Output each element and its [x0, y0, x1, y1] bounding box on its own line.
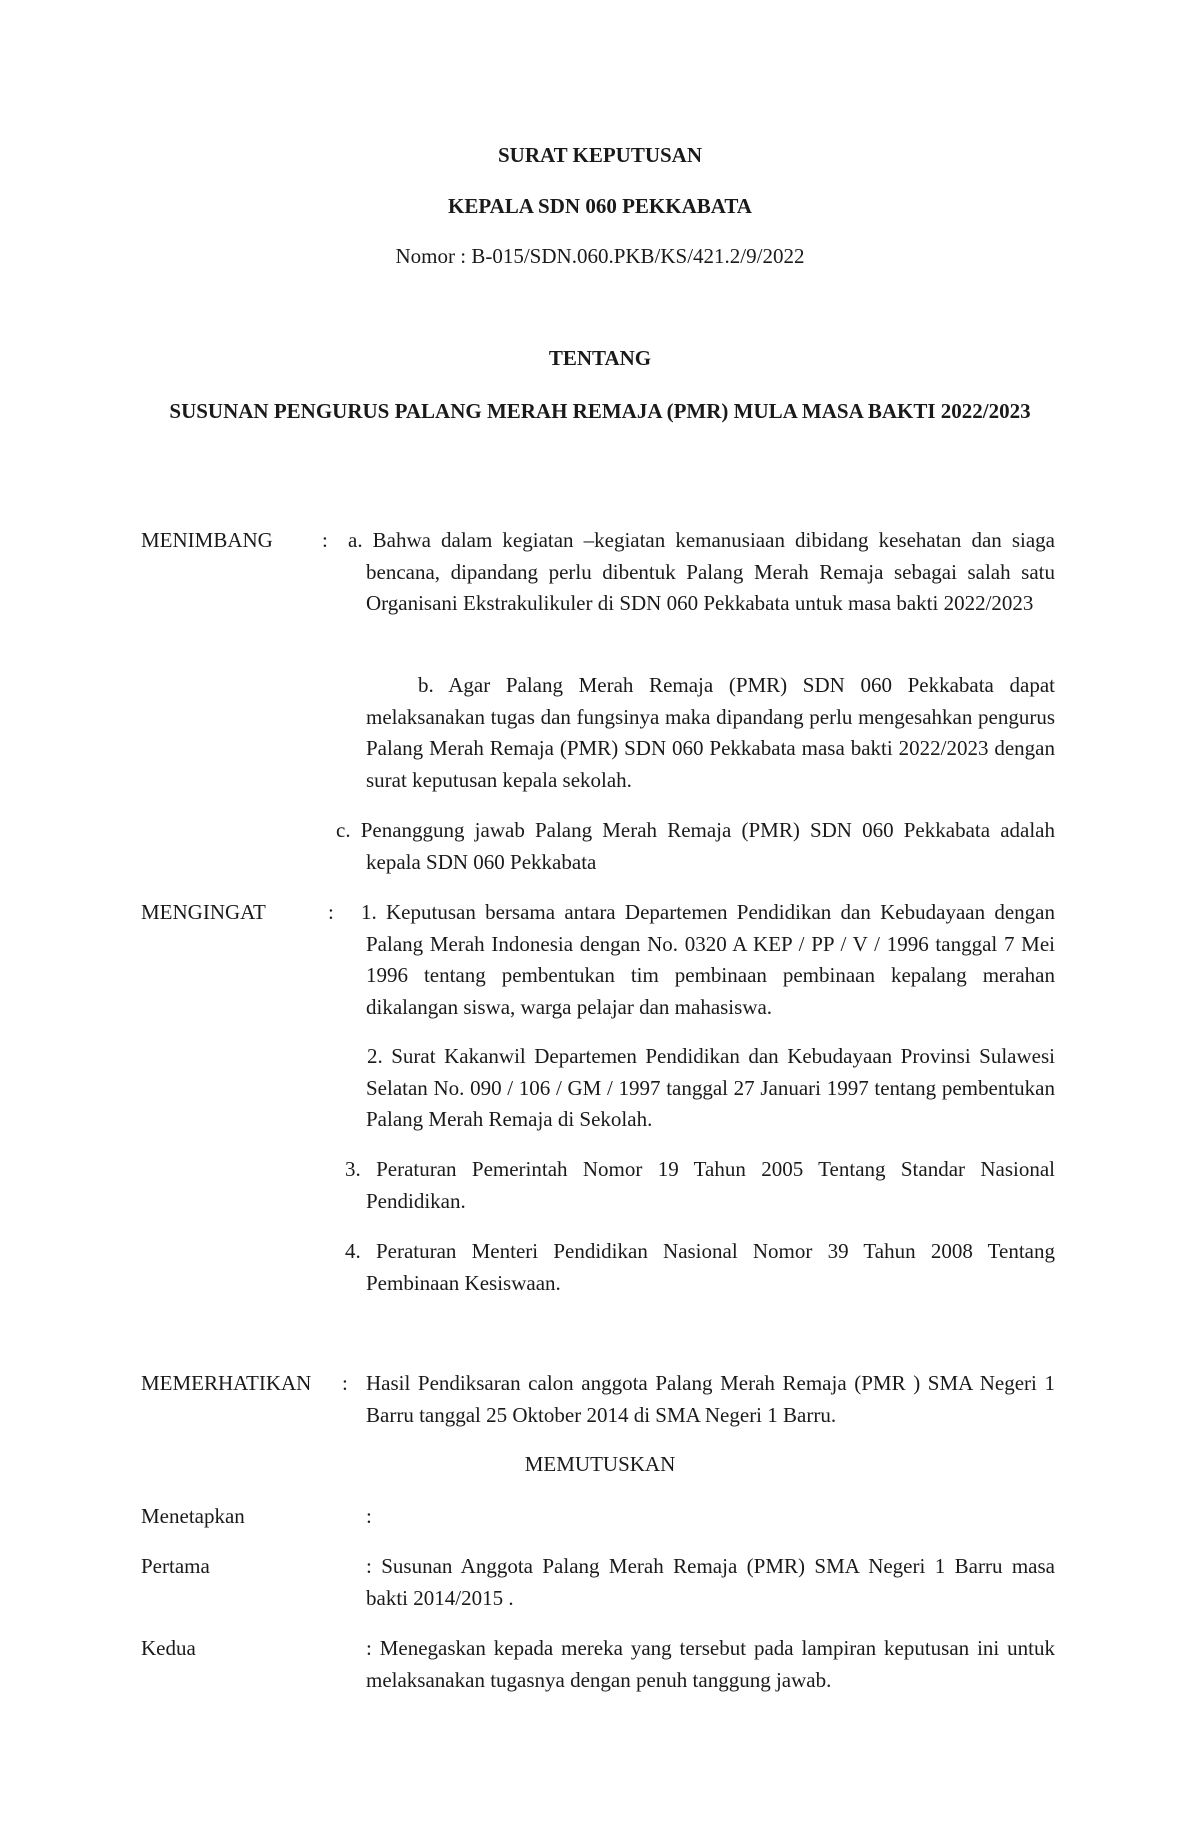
- menetapkan-label: Menetapkan: [141, 1504, 245, 1528]
- memerhatikan-text: Hasil Pendiksaran calon anggota Palang Merah Remaja (PMR ) SMA Negeri 1 Barru tanggal 25 Oktober 2014 di SMA Negeri 1 Barru.: [366, 1371, 1055, 1427]
- about-heading: TENTANG: [548, 346, 652, 370]
- mengingat-colon: :: [328, 900, 334, 924]
- document-title: SURAT KEPUTUSAN: [497, 143, 702, 167]
- pertama-text: : Susunan Anggota Palang Merah Remaja (PMR) SMA Negeri 1 Barru masa bakti 2014/2015 .: [366, 1554, 1055, 1610]
- kedua-label: Kedua: [141, 1636, 196, 1660]
- menimbang-item-a: a. Bahwa dalam kegiatan –kegiatan kemanusiaan dibidang kesehatan dan siaga bencana, dipandang perlu dibentuk Palang Merah Remaja sebagai salah satu Organisani Ekstrakulikuler di SDN 060 Pekkabata untuk masa bakti 2022/2023: [348, 528, 1055, 616]
- menetapkan-colon: :: [366, 1504, 372, 1528]
- pertama-label: Pertama: [141, 1554, 210, 1578]
- mengingat-item-2: 2. Surat Kakanwil Departemen Pendidikan dan Kebudayaan Provinsi Sulawesi Selatan No. 090 / 106 / GM / 1997 tanggal 27 Januari 1997 tentang pembentukan Palang Merah Remaja di Sekolah.: [366, 1044, 1055, 1132]
- mengingat-item-1: 1. Keputusan bersama antara Departemen Pendidikan dan Kebudayaan dengan Palang Merah Indonesia dengan No. 0320 A KEP / PP / V / 1996 tanggal 7 Mei 1996 tentang pembentukan tim pembinaan pembinaan kepalang merahan dikalangan siswa, warga pelajar dan mahasiswa.: [361, 900, 1055, 1019]
- menimbang-label: MENIMBANG: [141, 528, 273, 552]
- mengingat-item-3: 3. Peraturan Pemerintah Nomor 19 Tahun 2005 Tentang Standar Nasional Pendidikan.: [345, 1157, 1055, 1213]
- mengingat-item-4: 4. Peraturan Menteri Pendidikan Nasional Nomor 39 Tahun 2008 Tentang Pembinaan Kesiswaan.: [345, 1239, 1055, 1295]
- mengingat-label: MENGINGAT: [141, 900, 266, 924]
- menimbang-item-c: c. Penanggung jawab Palang Merah Remaja (PMR) SDN 060 Pekkabata adalah kepala SDN 060 Pekkabata: [336, 818, 1055, 874]
- document-number: Nomor : B-015/SDN.060.PKB/KS/421.2/9/2022: [395, 244, 805, 268]
- issuer: KEPALA SDN 060 PEKKABATA: [448, 194, 752, 218]
- menimbang-item-b: b. Agar Palang Merah Remaja (PMR) SDN 060 Pekkabata dapat melaksanakan tugas dan fungsinya maka dipandang perlu mengesahkan pengurus Palang Merah Remaja (PMR) SDN 060 Pekkabata masa bakti 2022/2023 dengan surat keputusan kepala sekolah.: [366, 673, 1055, 792]
- memutuskan-heading: MEMUTUSKAN: [524, 1452, 676, 1476]
- menimbang-colon: :: [322, 528, 328, 552]
- subject: SUSUNAN PENGURUS PALANG MERAH REMAJA (PMR) MULA MASA BAKTI 2022/2023: [169, 399, 1031, 423]
- memerhatikan-colon: :: [342, 1371, 348, 1395]
- kedua-text: : Menegaskan kepada mereka yang tersebut pada lampiran keputusan ini untuk melaksanakan tugasnya dengan penuh tanggung jawab.: [366, 1636, 1055, 1692]
- memerhatikan-label: MEMERHATIKAN: [141, 1371, 312, 1395]
